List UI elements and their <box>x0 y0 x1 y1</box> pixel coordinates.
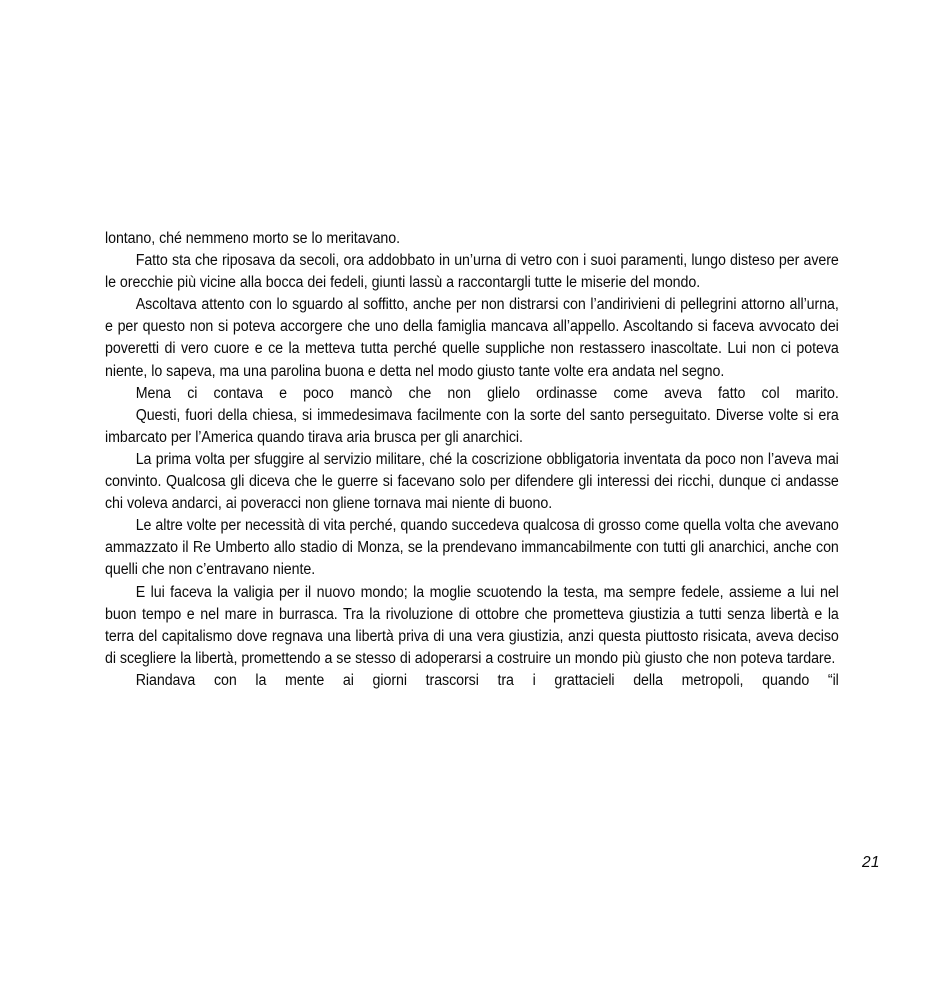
paragraph-8: E lui faceva la valigia per il nuovo mondo; la moglie scuotendo la testa, ma sempre fedele, assieme a lui nel buon tempo e nel mare in burrasca. Tra la rivoluzione di ottobre che prometteva giustizia a tutti senza libertà e la terra del capitalismo dove regnava una libertà priva di una vera giustizia, anzi questa piuttosto risicata, aveva deciso di scegliere la libertà, promettendo a se stesso di adoperarsi a costruire un mondo più giusto che non poteva tardare. <box>105 583 839 667</box>
paragraph-5: Questi, fuori della chiesa, si immedesimava facilmente con la sorte del santo perseguitato. Diverse volte si era imbarcato per l’America quando tirava aria brusca per gli anarchici. <box>105 406 839 446</box>
paragraph-4: Mena ci contava e poco mancò che non glielo ordinasse come aveva fatto col marito. <box>135 384 839 402</box>
body-text-column <box>105 228 839 692</box>
paragraph-9: Riandava con la mente ai giorni trascorsi tra i grattacieli della metropoli, quando “il <box>135 671 839 689</box>
paragraph-6: La prima volta per sfuggire al servizio militare, ché la coscrizione obbligatoria inventata da poco non l’aveva mai convinto. Qualcosa gli diceva che le guerre si facevano solo per difendere gli interessi dei ricchi, dunque ci andasse chi voleva andarci, ai poveracci non gliene tornava mai niente di buono. <box>105 450 839 513</box>
paragraph-7: Le altre volte per necessità di vita perché, quando succedeva qualcosa di grosso come quella volta che avevano ammazzato il Re Umberto allo stadio di Monza, se la prendevano immancabilmente con tutti gli anarchici, anche con quelli che non c’entravano niente. <box>105 517 839 579</box>
paragraph-2: Fatto sta che riposava da secoli, ora addobbato in un’urna di vetro con i suoi paramenti, lungo disteso per avere le orecchie più vicine alla bocca dei fedeli, giunti lassù a raccontargli tutte le miserie del mondo. <box>105 252 839 292</box>
paragraph-3: Ascoltava attento con lo sguardo al soffitto, anche per non distrarsi con l’andirivieni di pellegrini attorno all’urna, e per questo non si poteva accorgere che uno della famiglia mancava all’appello. Ascoltando si faceva avvocato dei poveretti di vero cuore e ce la metteva tutta perché quelle suppliche non restassero inascoltate. Lui non ci poteva niente, lo sapeva, ma una parolina buona e detta nel modo giusto tante volte era andata nel segno. <box>105 296 839 380</box>
page-number: 21 <box>862 854 880 871</box>
paragraph-1: lontano, ché nemmeno morto se lo meritavano. <box>105 230 401 247</box>
